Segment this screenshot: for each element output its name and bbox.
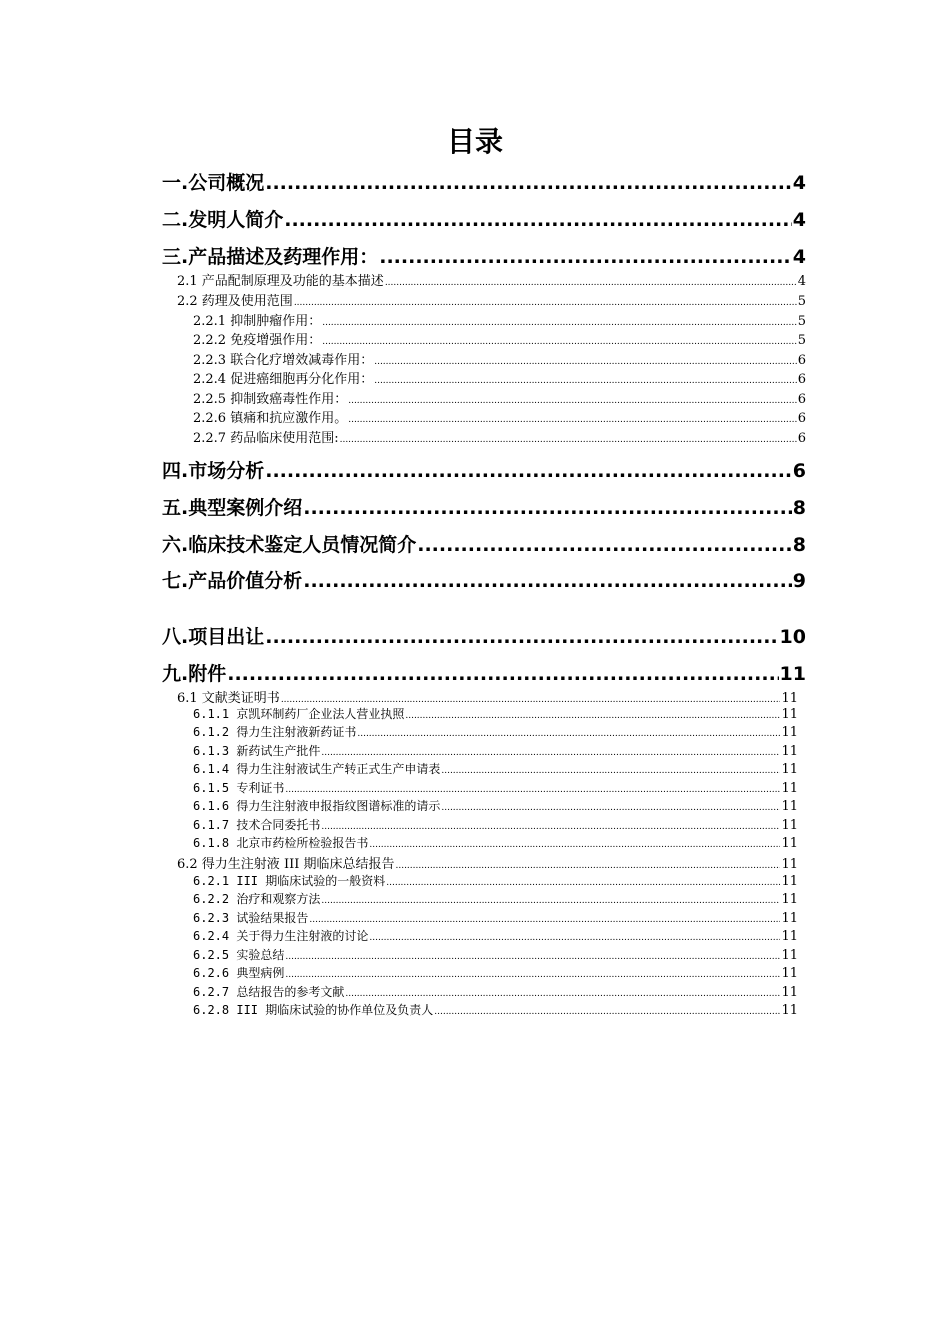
- toc-page-number: 11: [781, 874, 798, 889]
- toc-entry-6-1-8[interactable]: [193, 834, 798, 852]
- toc-entry-text: 6.1.7 技术合同委托书: [193, 818, 321, 832]
- leader-dots: [340, 435, 797, 445]
- toc-entry-1[interactable]: [162, 168, 806, 198]
- toc-entry-6[interactable]: [162, 530, 806, 560]
- toc-entry-text: 6.2.5 实验总结: [193, 948, 285, 962]
- toc-page-number: 6: [797, 353, 806, 368]
- toc-page-number: 6: [792, 460, 806, 482]
- toc-page-number: 11: [781, 707, 798, 722]
- toc-entry-text: 6.2.8 III 期临床试验的协作单位及负责人: [193, 1003, 434, 1017]
- toc-entry-2-2-2[interactable]: [193, 329, 806, 348]
- toc-entry-text: 产品描述及药理作用：: [188, 246, 379, 268]
- toc-entry-text: 2.2.7 药品临床使用范围:: [193, 431, 339, 446]
- leader-dots: [441, 803, 780, 813]
- toc-entry-8[interactable]: [162, 622, 806, 652]
- toc-entry-2-1[interactable]: [177, 270, 806, 289]
- leader-dots: [385, 278, 797, 288]
- leader-dots: [348, 415, 797, 425]
- toc-entry-text: 6.1.4 得力生注射液试生产转正式生产申请表: [193, 762, 441, 776]
- toc-entry-6-1-7[interactable]: [193, 816, 798, 834]
- toc-entry-6-1-3[interactable]: [193, 742, 798, 760]
- toc-page-number: 9: [792, 570, 806, 592]
- toc-entry-text: 典型案例介绍: [188, 497, 303, 519]
- toc-entry-number: 八.: [162, 626, 189, 648]
- toc-entry-6-2-8[interactable]: [193, 1001, 798, 1019]
- toc-entry-text: 公司概况: [188, 172, 265, 194]
- toc-entry-6-2-2[interactable]: [193, 890, 798, 908]
- toc-entry-text: 临床技术鉴定人员情况简介: [188, 534, 417, 556]
- toc-entry-2-2-6[interactable]: [193, 407, 806, 426]
- toc-page-number: 6: [797, 411, 806, 426]
- toc-entry-text: 6.1.5 专利证书: [193, 781, 285, 795]
- toc-entry-2-2-1[interactable]: [193, 310, 806, 329]
- toc-entry-number: 五.: [162, 497, 189, 519]
- toc-entry-number: 二.: [162, 209, 189, 231]
- toc-entry-text: 6.2 得力生注射液 III 期临床总结报告: [177, 857, 395, 872]
- toc-entry-6-1-4[interactable]: [193, 760, 798, 778]
- toc-entry-text: 6.1.8 北京市药检所检验报告书: [193, 836, 369, 850]
- toc-entry-text: 6.2.1 III 期临床试验的一般资料: [193, 874, 386, 888]
- toc-entry-text: 2.2.2 免疫增强作用：: [193, 333, 322, 348]
- toc-entry-text: 6.2.4 关于得力生注射液的讨论: [193, 929, 369, 943]
- toc-entry-text: 6.2.3 试验结果报告: [193, 911, 309, 925]
- toc-entry-5[interactable]: [162, 493, 806, 523]
- toc-entry-4[interactable]: [162, 456, 806, 486]
- toc-entry-6-2-7[interactable]: [193, 983, 798, 1001]
- toc-entry-text: 6.2.6 典型病例: [193, 966, 285, 980]
- leader-dots: [374, 357, 797, 367]
- leader-dots: [405, 711, 780, 721]
- leader-dots: [345, 989, 780, 999]
- toc-page-number: 5: [797, 314, 806, 329]
- leader-dots: [322, 337, 797, 347]
- toc-page-number: 11: [781, 725, 798, 740]
- toc-entry-number: 四.: [162, 460, 189, 482]
- toc-page-number: 11: [781, 1003, 798, 1018]
- toc-entry-6-2-4[interactable]: [193, 927, 798, 945]
- toc-entry-number: 三.: [162, 246, 189, 268]
- toc-entry-text: 发明人简介: [188, 209, 284, 231]
- toc-page-number: 11: [781, 781, 798, 796]
- toc-entry-text: 附件: [188, 663, 227, 685]
- toc-entry-text: 2.2.3 联合化疗增效减毒作用：: [193, 353, 374, 368]
- leader-dots: [417, 534, 792, 556]
- leader-dots: [369, 933, 780, 943]
- leader-dots: [265, 460, 792, 482]
- toc-page-number: 8: [792, 497, 806, 519]
- leader-dots: [321, 822, 780, 832]
- leader-dots: [395, 861, 780, 871]
- leader-dots: [434, 1007, 780, 1017]
- toc-entry-6-2-1[interactable]: [193, 872, 798, 890]
- toc-page-number: 8: [792, 534, 806, 556]
- toc-entry-6-1-6[interactable]: [193, 797, 798, 815]
- leader-dots: [386, 878, 780, 888]
- toc-entry-6-2-6[interactable]: [193, 964, 798, 982]
- toc-entry-2-2-5[interactable]: [193, 388, 806, 407]
- leader-dots: [265, 172, 792, 194]
- toc-entry-2[interactable]: [162, 205, 806, 235]
- toc-entry-text: 2.2.5 抑制致癌毒性作用：: [193, 392, 348, 407]
- toc-page-number: 10: [779, 626, 806, 648]
- toc-page-number: 11: [781, 966, 798, 981]
- toc-page-number: 4: [792, 209, 806, 231]
- toc-entry-text: 6.2.2 治疗和观察方法: [193, 892, 321, 906]
- leader-dots: [227, 663, 778, 685]
- toc-entry-2-2-7[interactable]: [193, 427, 806, 446]
- toc-page-number: 6: [797, 372, 806, 387]
- toc-entry-6-1-2[interactable]: [193, 723, 798, 741]
- toc-page-number: 11: [781, 818, 798, 833]
- toc-entry-text: 2.1 产品配制原理及功能的基本描述: [177, 274, 384, 289]
- toc-entry-3[interactable]: [162, 242, 806, 272]
- toc-entry-6-1-1[interactable]: [193, 705, 798, 723]
- toc-entry-2-2[interactable]: [177, 290, 806, 309]
- toc-page-number: 11: [781, 836, 798, 851]
- toc-entry-text: 2.2.4 促进癌细胞再分化作用：: [193, 372, 374, 387]
- toc-entry-text: 2.2.1 抑制肿瘤作用：: [193, 314, 322, 329]
- toc-entry-number: 一.: [162, 172, 189, 194]
- toc-page-number: 5: [797, 294, 806, 309]
- toc-entry-text: 6.1.6 得力生注射液申报指纹图谱标准的请示: [193, 799, 441, 813]
- toc-entry-number: 六.: [162, 534, 189, 556]
- toc-entry-2-2-4[interactable]: [193, 368, 806, 387]
- toc-page-number: 11: [781, 762, 798, 777]
- toc-entry-text: 6.1.1 京凯环制药厂企业法人营业执照: [193, 707, 405, 721]
- leader-dots: [321, 896, 780, 906]
- leader-dots: [379, 246, 792, 268]
- toc-page-number: 11: [781, 857, 798, 872]
- toc-entry-2-2-3[interactable]: [193, 349, 806, 368]
- toc-page-number: 11: [781, 985, 798, 1000]
- toc-entry-number: 七.: [162, 570, 189, 592]
- toc-entry-6-2-3[interactable]: [193, 909, 798, 927]
- toc-entry-text: 2.2.6 镇痛和抗应激作用。: [193, 411, 348, 426]
- toc-page-number: 11: [781, 929, 798, 944]
- leader-dots: [357, 729, 780, 739]
- toc-entry-6-1[interactable]: [177, 687, 798, 705]
- toc-entry-text: 6.1.2 得力生注射液新药证书: [193, 725, 357, 739]
- leader-dots: [348, 396, 797, 406]
- leader-dots: [322, 318, 797, 328]
- toc-page-number: 11: [781, 911, 798, 926]
- toc-page-number: 5: [797, 333, 806, 348]
- leader-dots: [369, 840, 780, 850]
- leader-dots: [285, 952, 780, 962]
- toc-entry-text: 6.1.3 新药试生产批件: [193, 744, 321, 758]
- leader-dots: [285, 785, 780, 795]
- leader-dots: [374, 376, 797, 386]
- toc-page-number: 6: [797, 431, 806, 446]
- leader-dots: [321, 748, 780, 758]
- leader-dots: [441, 766, 780, 776]
- toc-entry-6-2-5[interactable]: [193, 946, 798, 964]
- toc-page-number: 6: [797, 392, 806, 407]
- leader-dots: [285, 970, 780, 980]
- toc-page-number: 11: [779, 663, 806, 685]
- toc-entry-text: 产品价值分析: [188, 570, 303, 592]
- toc-page-number: 11: [781, 799, 798, 814]
- toc-entry-text: 市场分析: [188, 460, 265, 482]
- toc-entry-7[interactable]: [162, 566, 806, 596]
- leader-dots: [294, 298, 797, 308]
- leader-dots: [284, 209, 792, 231]
- toc-entry-6-2[interactable]: [177, 853, 798, 871]
- toc-entry-6-1-5[interactable]: [193, 779, 798, 797]
- toc-entry-number: 九.: [162, 663, 189, 685]
- toc-entry-9[interactable]: [162, 659, 806, 689]
- toc-page-number: 11: [781, 892, 798, 907]
- leader-dots: [265, 626, 778, 648]
- toc-page-number: 4: [792, 246, 806, 268]
- toc-entry-text: 2.2 药理及使用范围: [177, 294, 293, 309]
- toc-page-number: 4: [792, 172, 806, 194]
- toc-entry-text: 6.2.7 总结报告的参考文献: [193, 985, 345, 999]
- toc-page-number: 4: [797, 274, 806, 289]
- leader-dots: [281, 695, 781, 705]
- toc-page-number: 11: [781, 691, 798, 706]
- toc-page-number: 11: [781, 948, 798, 963]
- toc-page-number: 11: [781, 744, 798, 759]
- toc-entry-text: 6.1 文献类证明书: [177, 691, 280, 706]
- leader-dots: [303, 570, 792, 592]
- leader-dots: [309, 915, 780, 925]
- toc-title: 目录: [446, 125, 503, 158]
- leader-dots: [303, 497, 792, 519]
- toc-entry-text: 项目出让: [188, 626, 265, 648]
